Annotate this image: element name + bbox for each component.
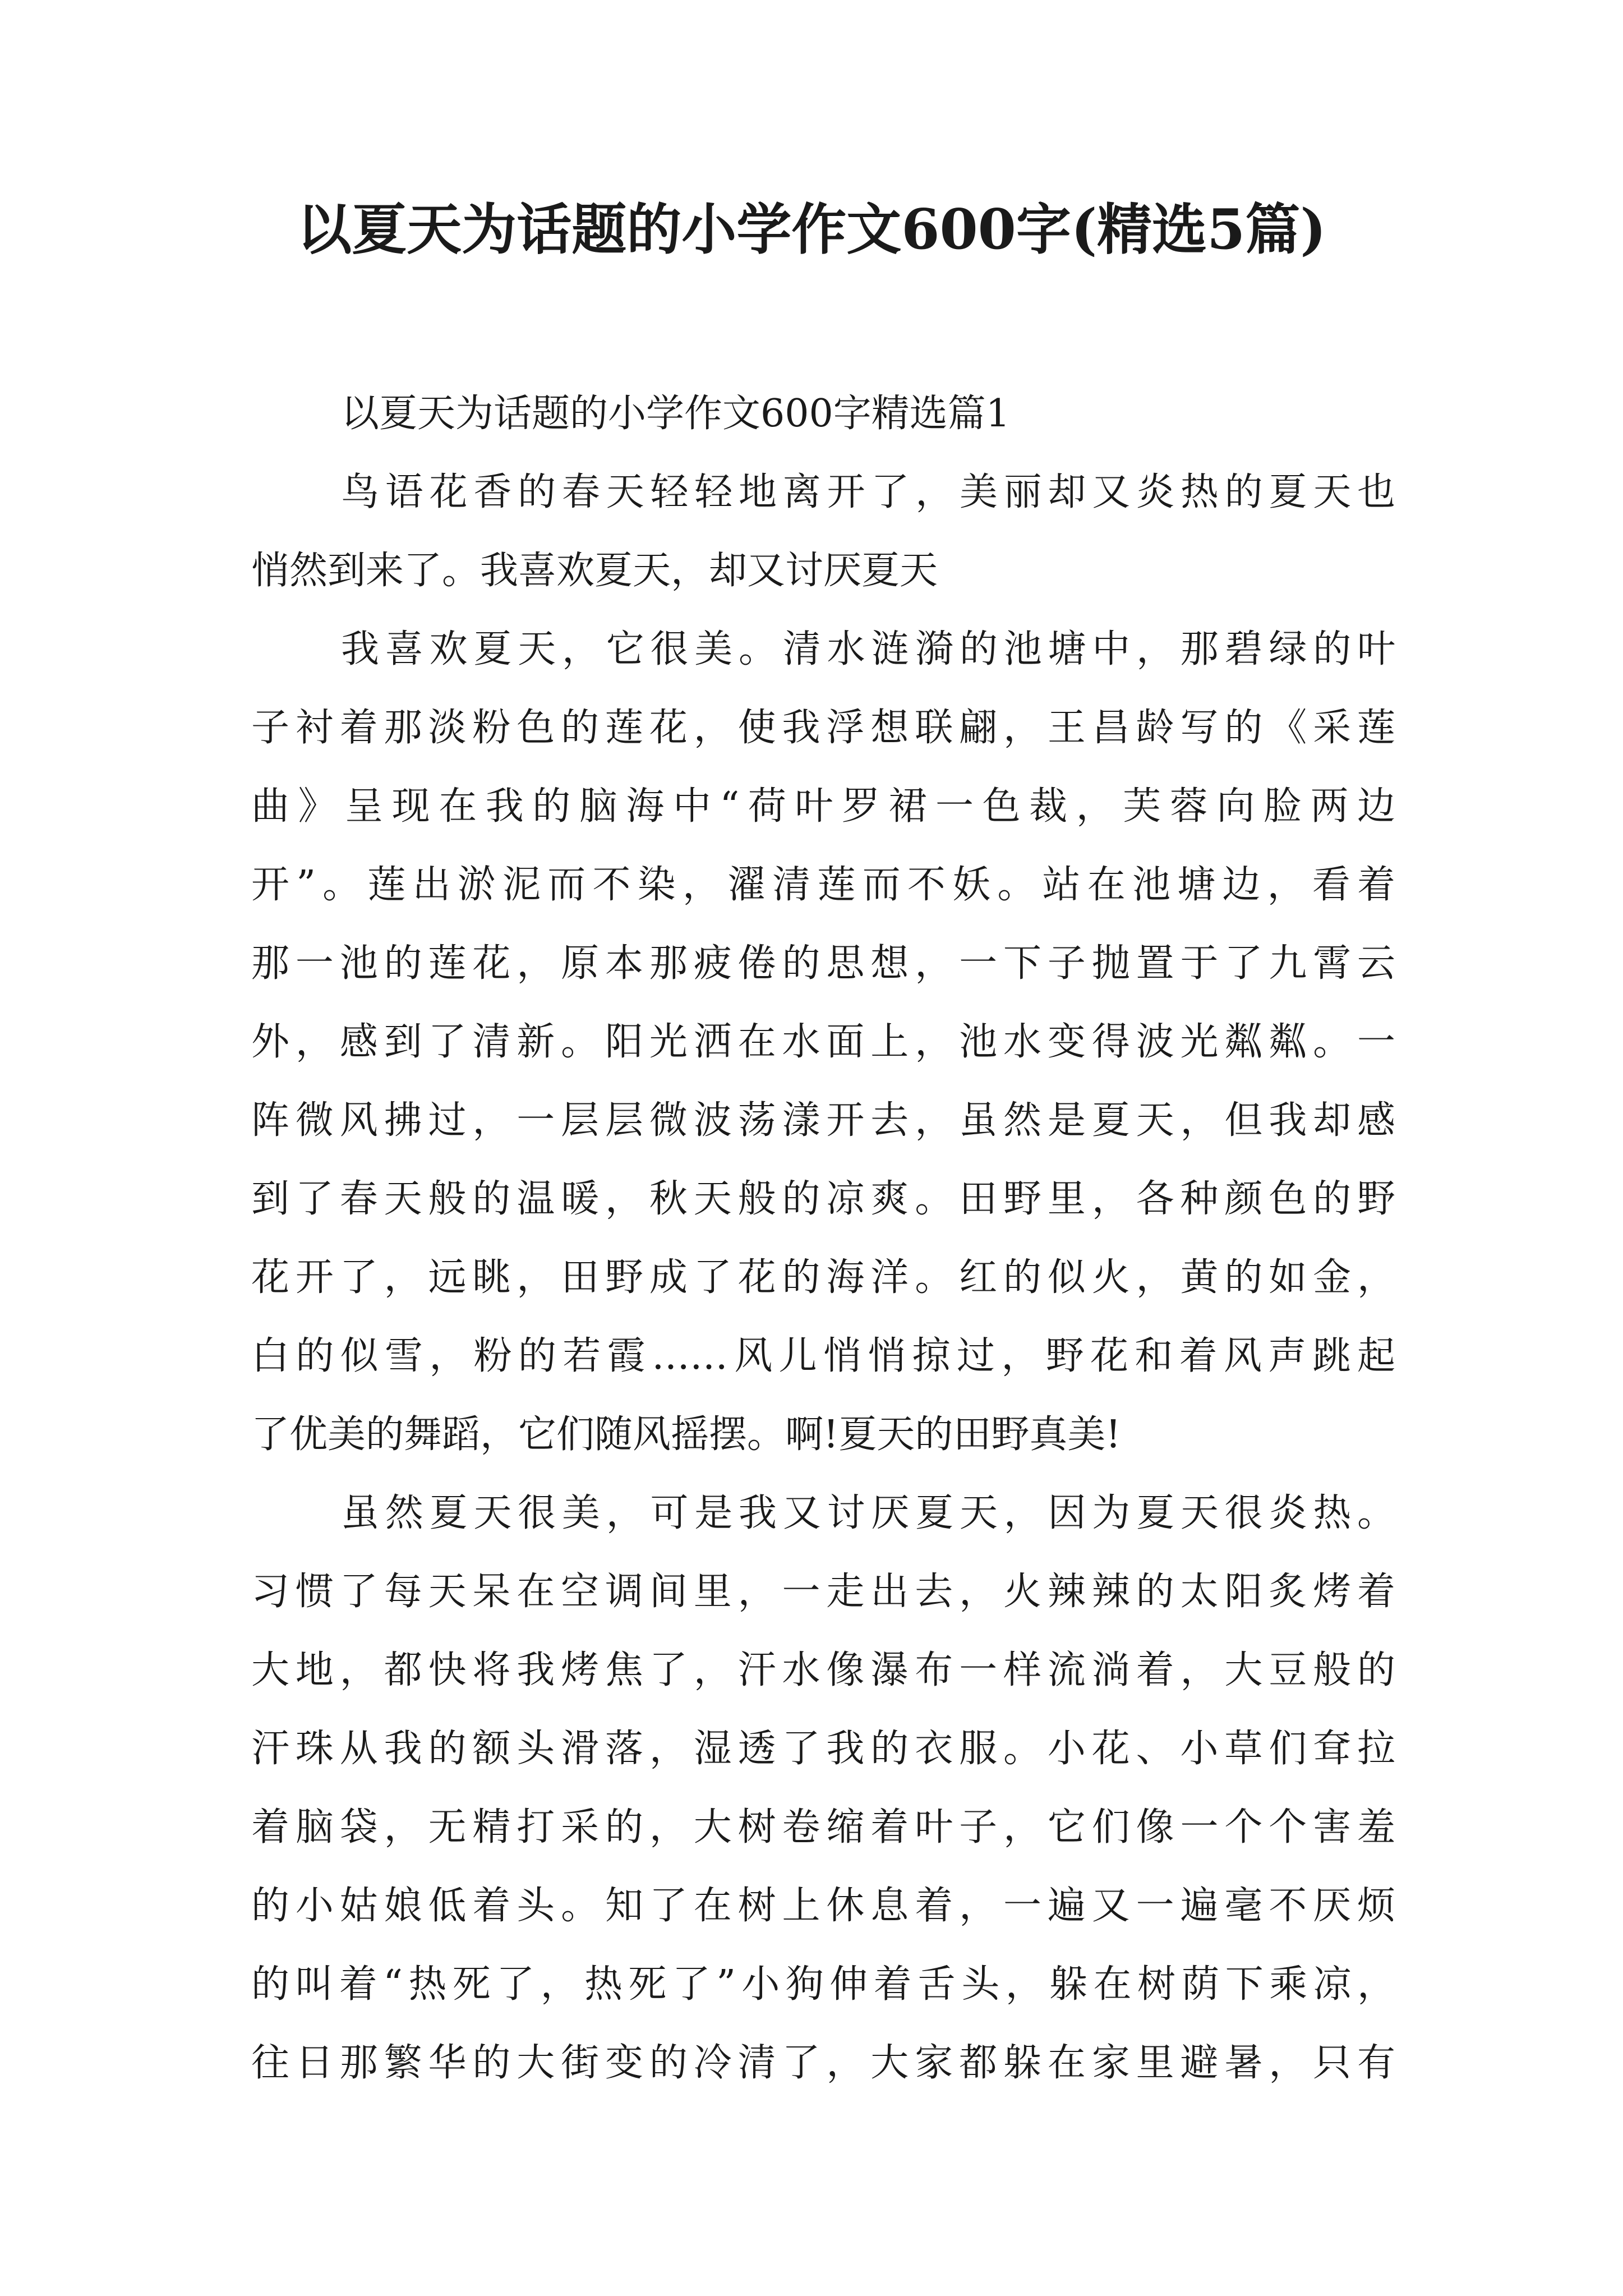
text-line: 花开了，远眺，田野成了花的海洋。红的似火，黄的如金， [251,1255,1395,1300]
text-line: 鸟语花香的春天轻轻地离开了，美丽却又炎热的夏天也 [341,470,1395,514]
text-line: 我喜欢夏天，它很美。清水涟漪的池塘中，那碧绿的叶 [341,627,1395,671]
text-line: 大地，都快将我烤焦了，汗水像瀑布一样流淌着，大豆般的 [251,1648,1395,1692]
paragraph [251,453,1395,610]
text-line: 习惯了每天呆在空调间里，一走出去，火辣辣的太阳炙烤着 [251,1570,1395,1614]
text-line: 开”。莲出淤泥而不染，濯清莲而不妖。站在池塘边，看着 [251,863,1395,907]
document-body [251,375,1395,2102]
text-line: 子衬着那淡粉色的莲花，使我浮想联翩，王昌龄写的《采莲 [251,706,1395,750]
text-line: 往日那繁华的大街变的冷清了，大家都躲在家里避暑，只有 [251,2041,1395,2085]
paragraph [251,1474,1395,2102]
text-line: 外，感到了清新。阳光洒在水面上，池水变得波光粼粼。一 [251,1020,1395,1064]
text-line: 到了春天般的温暖，秋天般的凉爽。田野里，各种颜色的野 [251,1177,1395,1221]
text-line: 着脑袋，无精打采的，大树卷缩着叶子，它们像一个个害羞 [251,1805,1395,1849]
text-line: 的小姑娘低着头。知了在树上休息着，一遍又一遍毫不厌烦 [251,1884,1395,1928]
text-line: 虽然夏天很美，可是我又讨厌夏天，因为夏天很炎热。 [341,1491,1395,1535]
text-line: 悄然到来了。我喜欢夏天，却又讨厌夏天 [251,549,938,593]
text-line: 那一池的莲花，原本那疲倦的思想，一下子抛置于了九霄云 [251,941,1395,986]
text-line: 白的似雪，粉的若霞……风儿悄悄掠过，野花和着风声跳起 [251,1334,1395,1378]
text-line: 了优美的舞蹈，它们随风摇摆。啊!夏天的田野真美! [251,1412,1121,1457]
document-title: 以夏天为话题的小学作文600字(精选5篇) [297,197,1326,262]
text-line: 曲》呈现在我的脑海中“荷叶罗裙一色裁，芙蓉向脸两边 [251,784,1395,829]
section-heading: 以夏天为话题的小学作文600字精选篇1 [341,392,1011,436]
paragraph [251,610,1395,1474]
text-line: 的叫着“热死了，热死了”小狗伸着舌头，躲在树荫下乘凉， [251,1962,1395,2007]
text-line: 汗珠从我的额头滑落，湿透了我的衣服。小花、小草们耷拉 [251,1727,1395,1771]
text-line: 阵微风拂过，一层层微波荡漾开去，虽然是夏天，但我却感 [251,1098,1395,1143]
